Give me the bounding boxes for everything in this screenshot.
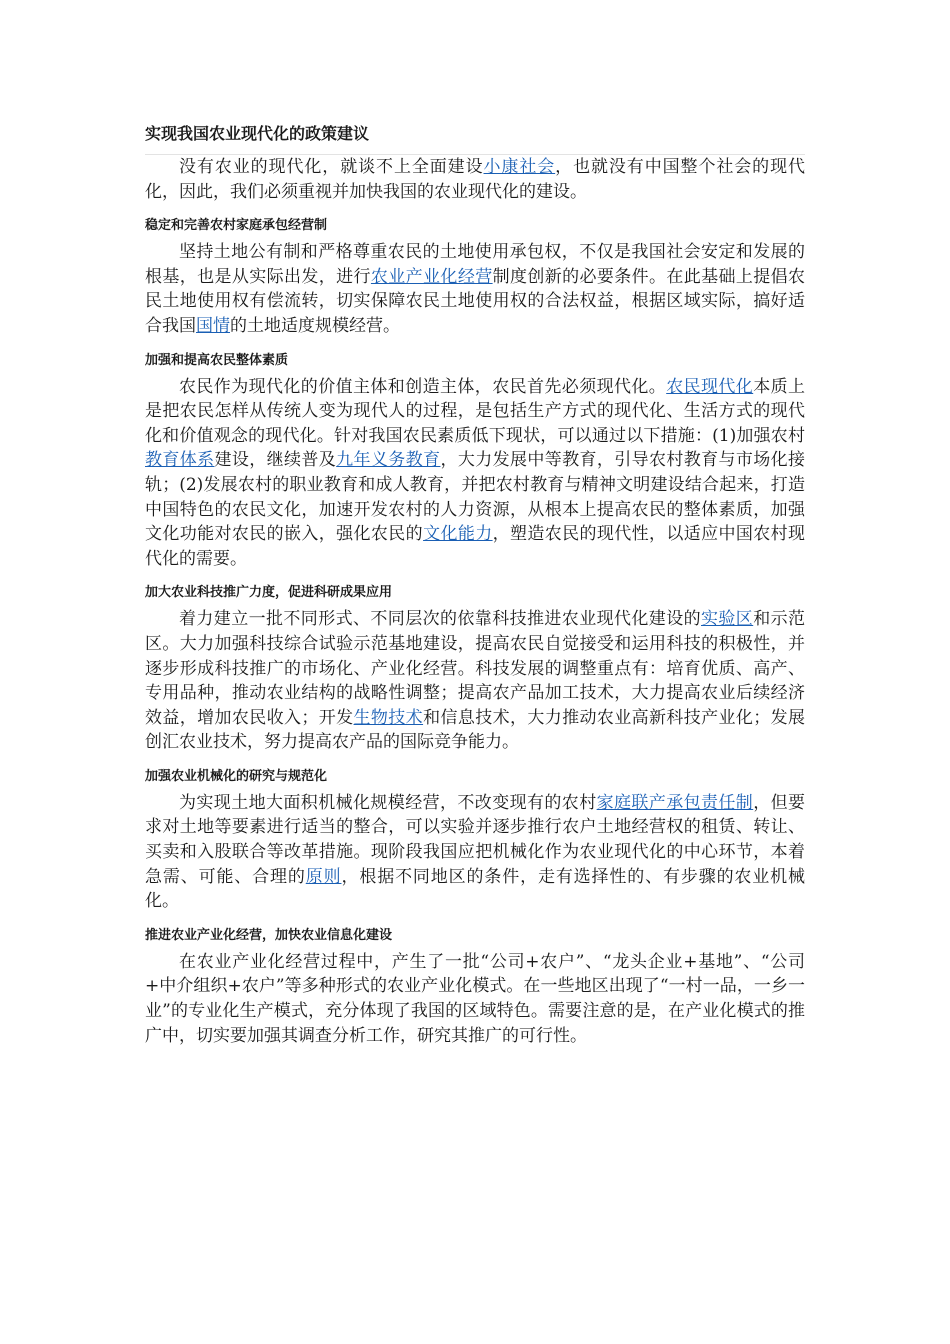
intro-paragraph [145, 155, 805, 204]
text-run: ，大力发展中等教育，引导农村教育与市场化接轨；(2)发展农村的职业教育和成人教育，并把农村教育与精神文明建设结合起来，打造中国特色的农民文化，加速开发农村的人力资源，从根本上提高农民的整体素质，加强文化功能对农民的嵌入，强化农民的 [145, 450, 806, 545]
link-nongye-chanyehua-jingying[interactable]: 农业产业化经营 [370, 266, 493, 287]
article-body [145, 122, 805, 1060]
section-paragraph-4 [145, 791, 805, 914]
link-jiating-lianchan-chengbao-zerenzhi[interactable]: 家庭联产承包责任制 [596, 792, 754, 813]
link-shiyanqu[interactable]: 实验区 [701, 609, 754, 630]
section-heading-1: 稳定和完善农村家庭承包经营制 [145, 218, 328, 234]
section-paragraph-1 [145, 240, 805, 338]
section-heading-4: 加强农业机械化的研究与规范化 [145, 768, 328, 784]
link-nongmin-xiandaihua[interactable]: 农民现代化 [666, 376, 754, 397]
section-heading-5: 推进农业产业化经营，加快农业信息化建设 [145, 927, 393, 943]
text-run: ，根据不同地区的条件，走有选择性的、有步骤的农业机械化。 [145, 866, 806, 912]
text-run: 在农业产业化经营过程中，产生了一批“公司+农户”、“龙头企业+基地”、“公司+中介组织+农户”等多种形式的农业产业化模式。在一些地区出现了“一村一品，一乡一业”的专业化生产模式，充分体现了我国的区域特色。需要注意的是，在产业化模式的推广中，切实要加强其调查分析工作，研究其推广的可行性。 [145, 951, 805, 1046]
text-run: 和示范区。大力加强科技综合试验示范基地建设，提高农民自觉接受和运用科技的积极性，并逐步形成科技推广的市场化、产业化经营。科技发展的调整重点有：培育优质、高产、专用品种，推动农业结构的战略性调整；提高农产品加工技术，大力提高农业后续经济效益，增加农民收入；开发 [145, 609, 806, 728]
text-run: 和信息技术，大力推动农业高新科技产业化；发展创汇农业技术，努力提高农产品的国际竞争能力。 [145, 707, 806, 753]
text-run: 着力建立一批不同形式、不同层次的依靠科技推进农业现代化建设的 [179, 609, 701, 630]
section-heading-2: 加强和提高农民整体素质 [145, 352, 289, 368]
text-run: 建设，继续普及 [214, 450, 337, 471]
section-paragraph-3 [145, 607, 805, 755]
text-run: 坚持土地公有制和严格尊重农民的土地使用承包权，不仅是我国社会安定和发展的根基，也是从实际出发，进行 [145, 242, 805, 287]
link-xiaokang-shehui[interactable]: 小康社会 [483, 157, 556, 177]
text-run: ，也就没有中国整个社会的现代化，因此，我们必须重视并加快我国的农业现代化的建设。 [145, 157, 806, 202]
text-run: 本质上是把农民怎样从传统人变为现代人的过程，是包括生产方式的现代化、生活方式的现代化和价值观念的现代化。针对我国农民素质低下现状，可以通过以下措施：(1)加强农村 [145, 376, 806, 446]
text-run: 的土地适度规模经营。 [230, 315, 400, 336]
link-yuanze[interactable]: 原则 [305, 866, 342, 887]
link-jiunian-yiwu-jiaoyu[interactable]: 九年义务教育 [336, 450, 441, 471]
link-shengwu-jishu[interactable]: 生物技术 [353, 707, 424, 728]
text-run: 制度创新的必要条件。在此基础上提倡农民土地使用权有偿流转，切实保障农民土地使用权的合法权益，根据区域实际，搞好适合我国 [145, 266, 806, 336]
page-title: 实现我国农业现代化的政策建议 [145, 122, 805, 155]
text-run: 为实现土地大面积机械化规模经营，不改变现有的农村 [179, 792, 597, 813]
link-guoqing[interactable]: 国情 [196, 315, 230, 336]
section-paragraph-5 [145, 950, 805, 1048]
text-run: 没有农业的现代化，就谈不上全面建设 [179, 157, 484, 177]
text-run: 农民作为现代化的价值主体和创造主体，农民首先必须现代化。 [179, 376, 667, 397]
section-paragraph-2 [145, 375, 805, 572]
text-run: ，但要求对土地等要素进行适当的整合，可以实验并逐步推行农户土地经营权的租赁、转让、买卖和入股联合等改革措施。现阶段我国应把机械化作为农业现代化的中心环节，本着急需、可能、合理的 [145, 792, 806, 887]
link-jiaoyu-tixi[interactable]: 教育体系 [145, 450, 215, 471]
text-run: ，塑造农民的现代性，以适应中国农村现代化的需要。 [145, 524, 806, 569]
section-heading-3: 加大农业科技推广力度，促进科研成果应用 [145, 585, 393, 601]
link-wenhua-nengli[interactable]: 文化能力 [423, 524, 493, 545]
